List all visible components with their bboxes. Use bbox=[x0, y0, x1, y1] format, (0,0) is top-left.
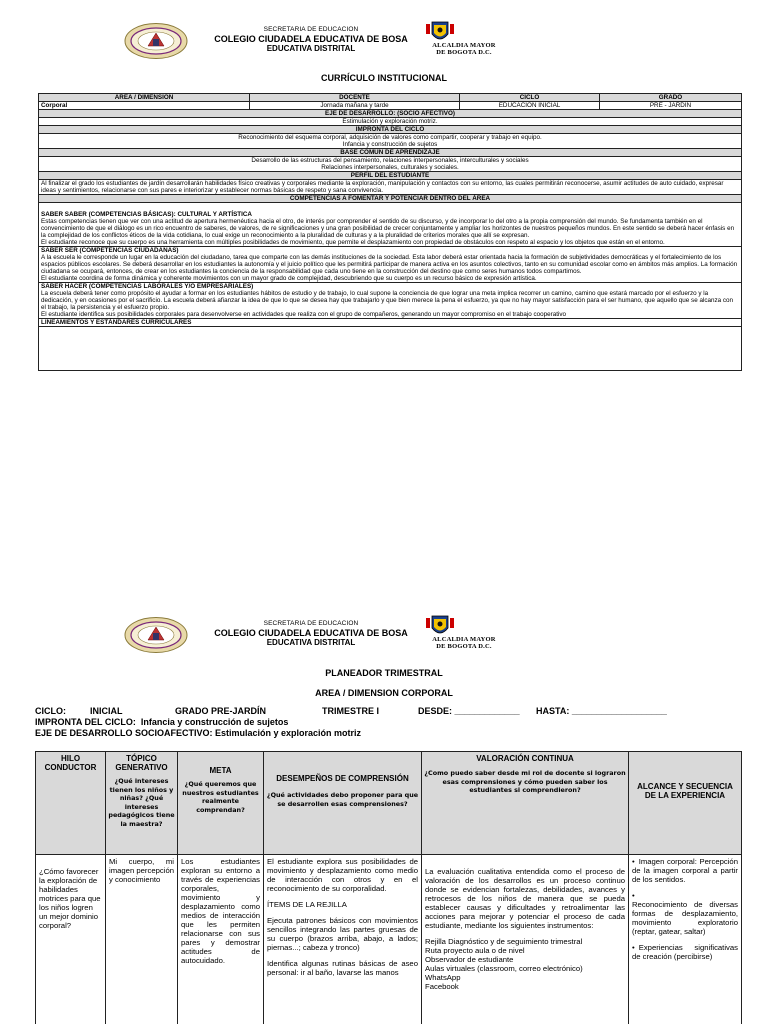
school-name: COLEGIO CIUDADELA EDUCATIVA DE BOSA bbox=[214, 34, 408, 44]
eje-title: EJE DE DESARROLLO: (SOCIO AFECTIVO) bbox=[39, 110, 742, 118]
cell-ciclo: EDUCACION INICIAL bbox=[460, 102, 600, 110]
grado-value: GRADO PRE-JARDÍN bbox=[175, 706, 267, 716]
page-title: CURRÍCULO INSTITUCIONAL bbox=[321, 73, 447, 83]
impronta-label: IMPRONTA DEL CICLO: bbox=[35, 717, 136, 727]
col-topico: TÓPICO GENERATIVO ¿Qué intereses tienen los niños y niñas? ¿Qué intereses pedagógicos tiene la maestra? bbox=[106, 752, 178, 855]
saber-ser-title: SABER SER (COMPETENCIAS CIUDADANAS) bbox=[41, 247, 179, 254]
col-ciclo: CICLO bbox=[460, 94, 600, 102]
base-title: BASE COMUN DE APRENDIZAJE bbox=[39, 149, 742, 157]
eje-line: EJE DE DESARROLLO SOCIOAFECTIVO: Estimulación y exploración motriz bbox=[35, 728, 362, 738]
bullet-icon: • bbox=[632, 891, 635, 900]
saber-saber-title: SABER SABER (COMPETENCIAS BÁSICAS): CULTURAL Y ARTÍSTICA bbox=[41, 211, 252, 218]
perfil-title: PERFIL DEL ESTUDIANTE bbox=[39, 172, 742, 180]
alcaldia-logo-text: ALCALDIA MAYOR DE BOGOTA D.C. bbox=[432, 42, 496, 56]
impronta-value: Infancia y construcción de sujetos bbox=[140, 717, 289, 727]
ciclo-value: INICIAL bbox=[90, 706, 123, 716]
bullet-icon: • bbox=[632, 943, 635, 952]
secretaria-label: SECRETARIA DE EDUCACION bbox=[263, 26, 359, 33]
school-subtitle: EDUCATIVA DISTRITAL bbox=[266, 44, 356, 53]
col-docente: DOCENTE bbox=[250, 94, 460, 102]
curriculum-page bbox=[0, 0, 768, 470]
impronta-text: Reconocimiento del esquema corporal, adquisición de valores como compartir, cooperar y trabajo en equipo. Infancia y construcción de sujetos bbox=[39, 134, 742, 149]
planner-page bbox=[0, 600, 768, 1024]
bullet-icon: • bbox=[632, 857, 635, 866]
ciclo-label: CICLO: bbox=[35, 706, 66, 716]
school-seal-logo bbox=[124, 616, 188, 654]
saber-ser-section: SABER SER (COMPETENCIAS CIUDADANAS) A la escuela le corresponde un lugar en la educación del ciudadano, tarea que comparte con las demás instituciones de la sociedad. Esta labor deberá estar orientada hacia la formación de subjetividades democráticas y el fortalecimiento de los espacios públicos escolares. Se deberá desarrollar en los estudiantes la autonomía y el juicio político que les permitirá participar de manera activa en los asuntos colectivos, tanto en su comunidad escolar como en ámbitos más amplios. La formación ciudadana se ocupará, entonces, de crear en los estudiantes la conciencia de la responsabilidad que cada uno tiene en la construcción del destino que como seres humanos todos compartimos. El estudiante coordina de forma dinámica y coherente movimientos con un mayor grado de complejidad, descubriendo que su cuerpo es un recurso básico de expresión artística. bbox=[39, 247, 742, 283]
school-name: COLEGIO CIUDADELA EDUCATIVA DE BOSA bbox=[214, 628, 408, 638]
instrument-item: Ruta proyecto aula o de nivel bbox=[425, 946, 525, 955]
meta-cell: Los estudiantes exploran su entorno a través de experiencias corporales, movimiento y desplazamiento como medios de interacción que les permiten relacionarse con sus pares y demostrar actitudes de autocuidado. bbox=[178, 855, 264, 1024]
page-header bbox=[0, 20, 768, 80]
col-grado: GRADO bbox=[600, 94, 742, 102]
planner-row bbox=[36, 855, 742, 1024]
alcaldia-logo-text: ALCALDIA MAYOR DE BOGOTA D.C. bbox=[432, 636, 496, 650]
school-subtitle: EDUCATIVA DISTRITAL bbox=[266, 638, 356, 647]
eje-text: Estimulación y exploración motriz. bbox=[39, 118, 742, 126]
trimestre-value: TRIMESTRE I bbox=[322, 706, 380, 716]
perfil-text: Al finalizar el grado los estudiantes de jardín desarrollarán habilidades físico creativas y corporales mediante la exploración, manipulación y contactos con su entorno, las cuales permitirán reconocerse, asumir actitudes de auto cuidado, expresar ideas y sentimientos, relacionarse con sus pares e interiorizar y establecer normas básicas de respeto y sana convivencia. bbox=[39, 180, 742, 195]
col-hilo: HILO CONDUCTOR bbox=[36, 752, 106, 855]
instrument-item: Facebook bbox=[425, 982, 459, 991]
page-header bbox=[0, 614, 768, 674]
school-seal-logo bbox=[124, 22, 188, 60]
instrument-item: Aulas virtuales (classroom, correo electrónico) bbox=[425, 964, 583, 973]
planner-title: PLANEADOR TRIMESTRAL bbox=[325, 668, 443, 678]
impronta-title: IMPRONTA DEL CICLO bbox=[39, 126, 742, 134]
cell-grado: PRE - JARDIN bbox=[600, 102, 742, 110]
alcance-cell: • Imagen corporal: Percepción de la imagen corporal a partir de los sentidos. • Reconocimiento de diversas formas de desplazamiento, movimiento exploratorio (reptar, gatear, saltar) • Experiencias significativas de creación (percibirse) bbox=[629, 855, 742, 1024]
col-alcance: ALCANCE Y SECUENCIA DE LA EXPERIENCIA bbox=[629, 752, 742, 855]
col-area: AREA / DIMENSION bbox=[39, 94, 250, 102]
col-meta: META ¿Qué queremos que nuestros estudiantes realmente comprendan? bbox=[178, 752, 264, 855]
saber-saber-section: SABER SABER (COMPETENCIAS BÁSICAS): CULTURAL Y ARTÍSTICA Estas competencias tienen que ver con una actitud de apertura hermenéutica hacia el otro, de interés por comprender el sentido de su discurso, y de incorporar lo del otro a la propia comprensión del mundo. Se fundamenta también en el convencimiento de que el diálogo es un rico encuentro de saberes, de valores, de re significaciones y una gran posibilidad de crecer conjuntamente y ampliar los horizontes de nuestros pequeños mundos. En este sentido se deberá hacer énfasis en la complejidad de los conflictos éticos de la vida cotidiana, lo cual exige un reconocimiento a la pluralidad de culturas y a la pluralidad de criterios morales que allí se expresan. El estudiante reconoce que su cuerpo es una herramienta con múltiples posibilidades de movimiento, que permite el desplazamiento con propiedad de obstáculos con respeto al espacio y los objetos que están en el entorno. bbox=[39, 203, 742, 247]
lineamientos-title: LINEAMIENTOS Y ESTÁNDARES CURRICULARES bbox=[39, 319, 742, 327]
table-row bbox=[39, 102, 742, 110]
lineamientos-content bbox=[39, 327, 742, 371]
saber-hacer-section: SABER HACER (COMPETENCIAS LABORALES Y/O EMPRESARIALES) La escuela deberá tener como propósito el ayudar a formar en los estudiantes hábitos de estudio y de trabajo, lo cual supone la conciencia de que lograr una meta implica recorrer un camino, camino que estará marcado por el esfuerzo y la dedicación, y en ocasiones por el sacrificio. La escuela deberá afianzar la idea de que lo que se desea hay que trabajarlo y que bien merece la pena el esfuerzo, ya que no hay mayor satisfacción para el ser humano, que aquello que se alcanza con el trabajo, la persistencia y el esfuerzo propio. El estudiante identifica sus posibilidades corporales para desenvolverse en actividades que realiza con el grupo de compañeros, generando un mayor compromiso en el trabajo cooperativo bbox=[39, 283, 742, 319]
saber-hacer-title: SABER HACER (COMPETENCIAS LABORALES Y/O EMPRESARIALES) bbox=[41, 283, 254, 290]
secretaria-label: SECRETARIA DE EDUCACION bbox=[263, 620, 359, 627]
planner-header-row bbox=[36, 752, 742, 855]
col-valoracion: VALORACIÓN CONTINUA ¿Como puedo saber desde mi rol de docente si lograron esas comprensiones y cómo pueden saber los estudiantes si comprendieron? bbox=[422, 752, 629, 855]
hilo-cell: ¿Cómo favorecer la exploración de habilidades motrices para que los niños logren un mejor dominio corporal? bbox=[36, 855, 106, 1024]
competencias-title: COMPETENCIAS A FOMENTAR Y POTENCIAR DENTRO DEL ÁREA bbox=[39, 195, 742, 203]
cell-area: Corporal bbox=[39, 102, 250, 110]
curriculum-table bbox=[38, 93, 742, 371]
cell-docente: Jornada mañana y tarde bbox=[250, 102, 460, 110]
info-line-2 bbox=[35, 717, 288, 728]
info-line-1 bbox=[35, 706, 741, 717]
col-desempenos: DESEMPEÑOS DE COMPRENSIÓN ¿Qué actividades debo proponer para que se desarrollen esas comprensiones? bbox=[264, 752, 422, 855]
planner-table bbox=[35, 751, 742, 1024]
instrument-item: Rejilla Diagnóstico y de seguimiento trimestral bbox=[425, 937, 583, 946]
topico-cell: Mi cuerpo, mi imagen percepción y conocimiento bbox=[106, 855, 178, 1024]
hasta-field: HASTA: ___________________ bbox=[536, 706, 667, 716]
instrument-item: Observador de estudiante bbox=[425, 955, 514, 964]
instrument-item: WhatsApp bbox=[425, 973, 461, 982]
valoracion-cell: La evaluación cualitativa entendida como el proceso de valoración de los desarrollos es un proceso continuo donde se evidencian fortalezas, debilidades, avances y retrocesos de los niños de manera que se pueda establecer causas y dificultades y retroalimentar las acciones para mejorar y potenciar el proceso de cada estudiante, mediante los siguientes instrumentos: Rejilla Diagnóstico y de seguimiento trimestral Ruta proyecto aula o de nivel Observador de estudiante Aulas virtuales (classroom, correo electrónico) WhatsApp Facebook bbox=[422, 855, 629, 1024]
desde-field: DESDE: _____________ bbox=[418, 706, 520, 716]
table-header-row bbox=[39, 94, 742, 102]
desempenos-cell: El estudiante explora sus posibilidades de movimiento y desplazamiento como medio de interacción con otros y en el reconocimiento de su corporalidad. ÍTEMS DE LA REJILLA Ejecuta patrones básicos con movimientos sencillos integrando las partes gruesas de su cuerpo (brazos arriba, abajo, a lados; piernas...; cabeza y tronco) Identifica algunas rutinas básicas de aseo personal: ir al baño, lavarse las manos bbox=[264, 855, 422, 1024]
base-text: Desarrollo de las estructuras del pensamiento, relaciones interpersonales, interculturales y sociales Relaciones interpersonales, culturales y sociales. bbox=[39, 157, 742, 172]
planner-subtitle: AREA / DIMENSION CORPORAL bbox=[315, 688, 453, 698]
